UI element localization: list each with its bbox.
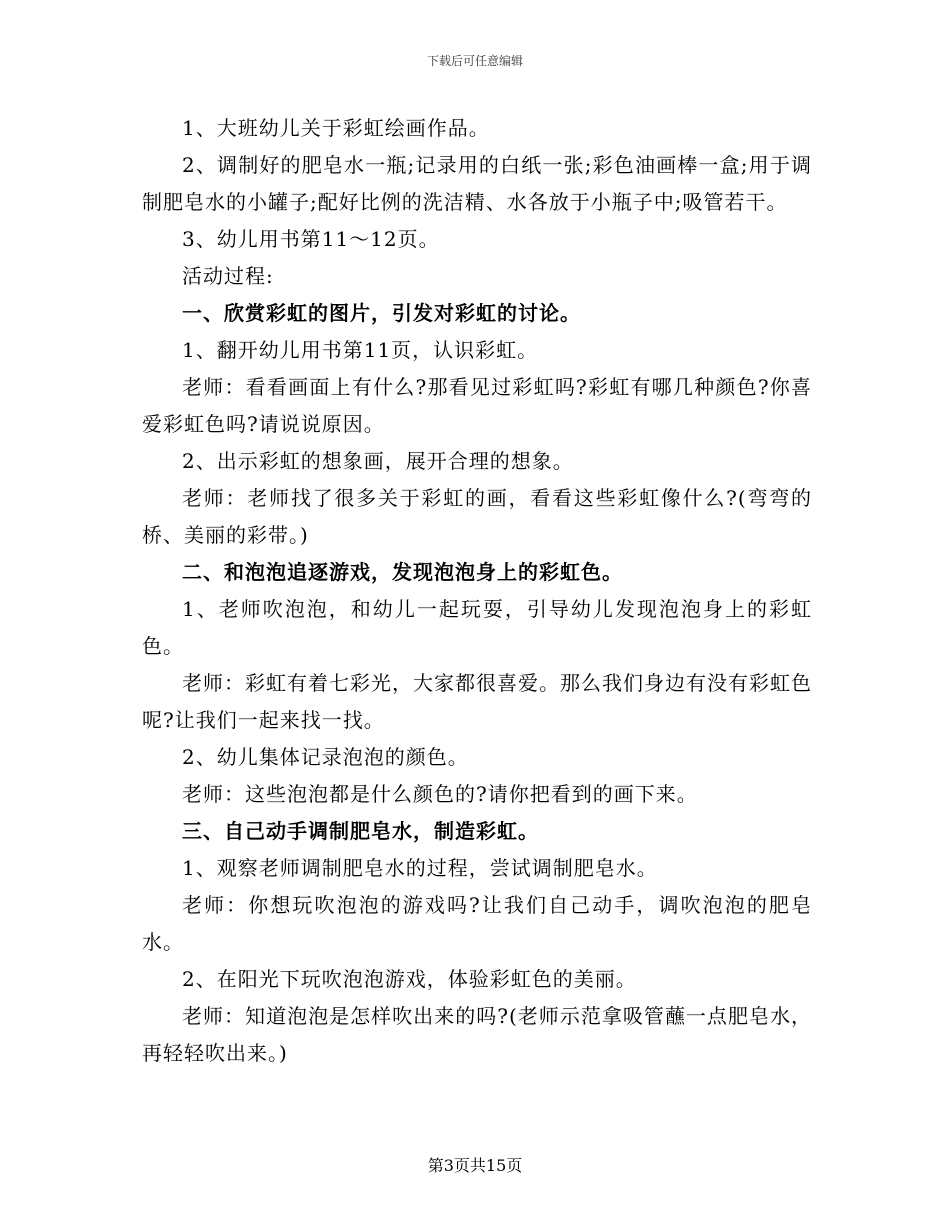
paragraph: 老师：你想玩吹泡泡的游戏吗?让我们自己动手，调吹泡泡的肥皂水。 [142, 893, 812, 954]
paragraph: 2、在阳光下玩吹泡泡游戏，体验彩虹色的美丽。 [182, 967, 637, 991]
paragraph: 1、老师吹泡泡，和幼儿一起玩耍，引导幼儿发现泡泡身上的彩虹色。 [142, 597, 812, 658]
page-header: 下载后可任意编辑 [426, 54, 523, 68]
section-heading: 三、自己动手调制肥皂水，制造彩虹。 [182, 819, 539, 843]
paragraph: 1、翻开幼儿用书第11页，认识彩虹。 [182, 338, 539, 362]
document-body [142, 110, 812, 1072]
paragraph: 活动过程: [182, 264, 274, 288]
paragraph: 老师：知道泡泡是怎样吹出来的吗?(老师示范拿吸管蘸一点肥皂水，再轻轻吹出来。) [142, 1004, 812, 1065]
paragraph: 3、幼儿用书第11～12页。 [182, 227, 440, 251]
paragraph: 1、大班幼儿关于彩虹绘画作品。 [182, 116, 490, 140]
section-heading: 一、欣赏彩虹的图片，引发对彩虹的讨论。 [182, 301, 581, 325]
paragraph: 老师：老师找了很多关于彩虹的画，看看这些彩虹像什么?(弯弯的桥、美丽的彩带。) [142, 486, 812, 547]
paragraph: 1、观察老师调制肥皂水的过程，尝试调制肥皂水。 [182, 856, 658, 880]
section-heading: 二、和泡泡追逐游戏，发现泡泡身上的彩虹色。 [182, 560, 623, 584]
paragraph: 老师：看看画面上有什么?那看见过彩虹吗?彩虹有哪几种颜色?你喜爱彩虹色吗?请说说原因。 [142, 375, 812, 436]
paragraph: 2、出示彩虹的想象画，展开合理的想象。 [182, 449, 574, 473]
page-footer: 第3页共15页 [427, 1156, 523, 1175]
paragraph: 2、幼儿集体记录泡泡的颜色。 [182, 745, 469, 769]
paragraph: 老师：彩虹有着七彩光，大家都很喜爱。那么我们身边有没有彩虹色呢?让我们一起来找一找。 [142, 671, 812, 732]
paragraph: 2、调制好的肥皂水一瓶;记录用的白纸一张;彩色油画棒一盒;用于调制肥皂水的小罐子;配好比例的洗洁精、水各放于小瓶子中;吸管若干。 [142, 153, 812, 214]
paragraph: 老师：这些泡泡都是什么颜色的?请你把看到的画下来。 [182, 782, 698, 806]
